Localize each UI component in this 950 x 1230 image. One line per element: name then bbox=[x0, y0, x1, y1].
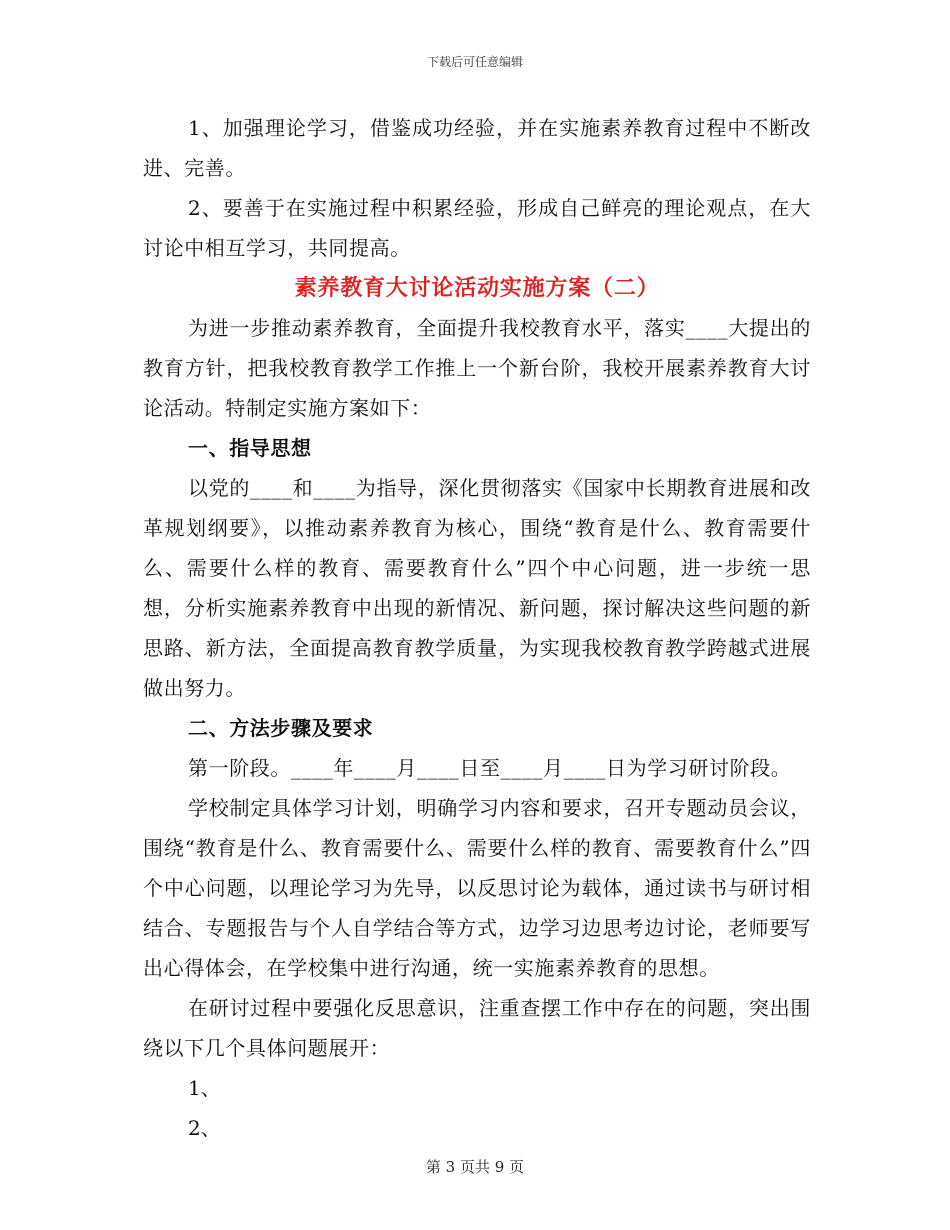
paragraph-stage-one: 第一阶段。____年____月____日至____月____日为学习研讨阶段。 bbox=[188, 756, 792, 780]
paragraph-1: 1、加强理论学习，借鉴成功经验，并在实施素养教育过程中不断改进、完善。 bbox=[143, 116, 811, 180]
paragraph-2: 2、要善于在实施过程中积累经验，形成自己鲜亮的理论观点，在大讨论中相互学习，共同提高。 bbox=[143, 196, 811, 260]
document-body bbox=[143, 108, 811, 1148]
list-item-2: 2、 bbox=[188, 1116, 221, 1140]
page-footer: 第 3 页共 9 页 bbox=[425, 1158, 525, 1176]
section-heading-2: 二、方法步骤及要求 bbox=[188, 716, 374, 740]
paragraph-intro: 为进一步推动素养教育，全面提升我校教育水平，落实____大提出的教育方针，把我校教育教学工作推上一个新台阶，我校开展素养教育大讨论活动。特制定实施方案如下： bbox=[143, 316, 811, 420]
list-item-1: 1、 bbox=[188, 1076, 221, 1100]
page-header: 下载后可任意编辑 bbox=[426, 55, 523, 69]
paragraph-study-plan: 学校制定具体学习计划，明确学习内容和要求，召开专题动员会议，围绕“教育是什么、教育需要什么、需要什么样的教育、需要教育什么”四个中心问题，以理论学习为先导，以反思讨论为载体，通过读书与研讨相结合、专题报告与个人自学结合等方式，边学习边思考边讨论，老师要写出心得体会，在学校集中进行沟通，统一实施素养教育的思想。 bbox=[143, 796, 811, 980]
paragraph-reflection: 在研讨过程中要强化反思意识，注重查摆工作中存在的问题，突出围绕以下几个具体问题展开： bbox=[143, 996, 811, 1060]
document-title: 素养教育大讨论活动实施方案（二） bbox=[294, 275, 660, 301]
section-heading-1: 一、指导思想 bbox=[188, 436, 312, 460]
paragraph-guiding-thought: 以党的____和____为指导，深化贯彻落实《国家中长期教育进展和改革规划纲要》，以推动素养教育为核心，围绕“教育是什么、教育需要什么、需要什么样的教育、需要教育什么”四个中心问题，进一步统一思想，分析实施素养教育中出现的新情况、新问题，探讨解决这些问题的新思路、新方法，全面提高教育教学质量，为实现我校教育教学跨越式进展做出努力。 bbox=[143, 476, 811, 700]
